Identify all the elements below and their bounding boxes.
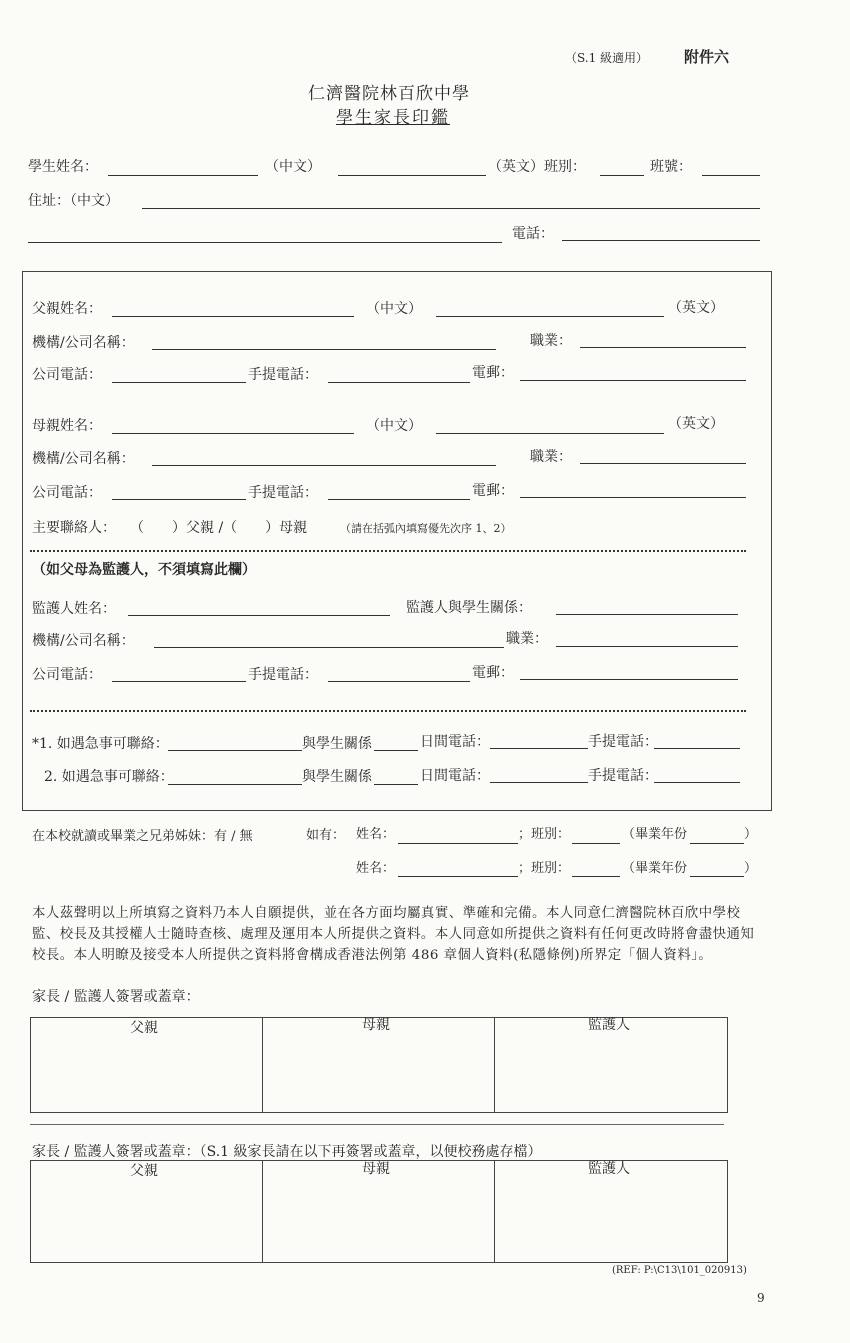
guardian-mobile-label: 手提電話： [248,667,318,683]
father-occupation-label: 職業： [530,333,572,349]
sibling-1-grad-field[interactable] [690,843,744,844]
student-chinese-label: （中文） [265,159,321,175]
mother-company-label: 機構/公司名稱： [32,451,135,467]
father-mobile-label: 手提電話： [248,367,318,383]
mother-english-label: （英文） [668,416,724,432]
student-phone-label: 電話： [512,226,554,242]
emergency-1-label: *1. 如遇急事可聯絡： [32,736,169,752]
guardian-relation-field[interactable] [556,614,738,615]
father-company-label: 機構/公司名稱： [32,335,135,351]
mother-email-label: 電郵： [472,483,514,499]
mother-company-field[interactable] [152,465,496,466]
emergency-2-name-field[interactable] [168,784,302,785]
sibling-2-class-label: ；班別： [518,861,571,876]
mother-email-field[interactable] [520,497,746,498]
school-name: 仁濟醫院林百欣中學 [308,84,470,104]
main-contact-options[interactable]: （ ）父親 /（ ）母親 [130,520,308,536]
applicability-note: （S.1 級適用） [565,51,649,65]
emergency-1-name-field[interactable] [168,750,302,751]
page-number: 9 [757,1291,765,1305]
signature-2-father-header: 父親 [130,1163,158,1179]
mother-office-phone-label: 公司電話： [32,485,102,501]
father-name-english-field[interactable] [436,316,664,317]
signature-1-mother-cell[interactable] [263,1040,493,1110]
main-contact-note: （請在括弧內填寫優先次序 1、2） [340,522,512,535]
signature-2-father-cell[interactable] [31,1184,261,1260]
reference-code: (REF: P:\C13\101_020913) [612,1265,747,1276]
signature-2-guardian-header: 監護人 [588,1161,630,1177]
father-email-label: 電郵： [472,365,514,381]
mother-office-phone-field[interactable] [112,499,246,500]
emergency-1-mobile-label: 手提電話： [588,734,658,750]
sibling-2-name-field[interactable] [398,876,518,877]
separator-line [30,1124,724,1125]
father-occupation-field[interactable] [580,347,746,348]
guardian-name-label: 監護人姓名： [32,601,116,617]
father-chinese-label: （中文） [366,301,422,317]
emergency-2-mobile-label: 手提電話： [588,768,658,784]
emergency-2-day-phone-label: 日間電話： [420,768,490,784]
father-mobile-field[interactable] [328,382,470,383]
guardian-name-field[interactable] [128,615,390,616]
divider-2 [30,710,746,712]
mother-mobile-field[interactable] [328,499,470,500]
father-office-phone-field[interactable] [112,382,246,383]
guardian-office-phone-field[interactable] [112,681,246,682]
guardian-relation-label: 監護人與學生關係： [406,600,532,616]
sibling-2-name-label: 姓名： [356,861,396,876]
siblings-if-yes: 如有： [306,828,346,843]
father-name-label: 父親姓名： [32,301,102,317]
sibling-1-close-paren: ） [744,827,758,842]
student-name-label: 學生姓名： [28,159,98,175]
sibling-2-class-field[interactable] [572,876,620,877]
signature-2-title: 家長 / 監護人簽署或蓋章：（S.1 級家長請在以下再簽署或蓋章，以便校務處存檔） [32,1144,542,1160]
student-name-english-field[interactable] [338,175,486,176]
student-class-no-label: 班號： [650,159,692,175]
guardian-company-label: 機構/公司名稱： [32,633,135,649]
emergency-1-mobile-field[interactable] [654,748,740,749]
mother-chinese-label: （中文） [366,418,422,434]
sibling-2-grad-label: （畢業年份 [622,861,688,876]
mother-occupation-label: 職業： [530,449,572,465]
emergency-1-relation-label: 與學生關係 [302,736,372,752]
signature-2-mother-cell[interactable] [263,1184,493,1260]
student-phone-field[interactable] [562,240,760,241]
sibling-1-name-field[interactable] [398,843,518,844]
sibling-2-grad-field[interactable] [690,876,744,877]
address-field-line1[interactable] [142,208,760,209]
guardian-mobile-field[interactable] [328,681,470,682]
main-contact-label: 主要聯絡人： [32,520,116,536]
sibling-1-grad-label: （畢業年份 [622,827,688,842]
signature-2-guardian-cell[interactable] [495,1184,725,1260]
student-name-chinese-field[interactable] [108,175,258,176]
emergency-2-mobile-field[interactable] [654,782,740,783]
declaration-text: 本人茲聲明以上所填寫之資料乃本人自願提供，並在各方面均屬真實、準確和完備。本人同意仁濟醫院林百欣中學校監、校長及其授權人士隨時查核、處理及運用本人所提供之資料。本人同意如所提供之資料有任何更改時將會盡快通知校長。本人明瞭及接受本人所提供之資料將會構成香港法例第 486 章個人資料(私隱條例)所界定「個人資料」。 [32,906,755,963]
guardian-occupation-field[interactable] [556,646,738,647]
parent-info-box [22,271,772,811]
guardian-email-field[interactable] [520,679,738,680]
mother-name-label: 母親姓名： [32,418,102,434]
annex-label: 附件六 [684,48,730,66]
signature-2-mother-header: 母親 [362,1161,390,1177]
father-office-phone-label: 公司電話： [32,367,102,383]
signature-1-mother-header: 母親 [362,1017,390,1033]
signature-1-father-header: 父親 [130,1020,158,1036]
mother-occupation-field[interactable] [580,463,746,464]
student-class-no-field[interactable] [702,175,760,176]
signature-1-guardian-cell[interactable] [495,1040,725,1110]
emergency-2-label: 2. 如遇急事可聯絡： [44,769,174,785]
guardian-company-field[interactable] [154,647,504,648]
address-label: 住址：（中文） [28,193,119,209]
father-email-field[interactable] [520,380,746,381]
sibling-1-class-field[interactable] [572,843,620,844]
emergency-2-relation-field[interactable] [374,784,418,785]
student-class-field[interactable] [600,175,644,176]
divider-1 [30,550,746,552]
signature-1-title: 家長 / 監護人簽署或蓋章： [32,989,200,1005]
father-name-chinese-field[interactable] [112,316,354,317]
emergency-1-relation-field[interactable] [374,750,418,751]
guardian-occupation-label: 職業： [506,631,548,647]
mother-name-english-field[interactable] [436,433,664,434]
form-title: 學生家長印鑑 [336,108,450,128]
signature-1-father-cell[interactable] [31,1040,261,1110]
guardian-office-phone-label: 公司電話： [32,667,102,683]
emergency-2-day-phone-field[interactable] [490,782,588,783]
student-english-class-label: （英文）班別： [488,159,586,175]
mother-name-chinese-field[interactable] [112,433,354,434]
emergency-2-relation-label: 與學生關係 [302,769,372,785]
emergency-1-day-phone-label: 日間電話： [420,734,490,750]
emergency-1-day-phone-field[interactable] [490,748,588,749]
sibling-1-name-label: 姓名： [356,827,396,842]
signature-1-guardian-header: 監護人 [588,1017,630,1033]
father-english-label: （英文） [668,300,724,316]
guardian-note: （如父母為監護人，不須填寫此欄） [32,562,256,578]
siblings-question[interactable]: 在本校就讀或畢業之兄弟姊妹：有 / 無 [32,829,253,844]
sibling-2-close-paren: ） [744,861,758,876]
address-field-line2[interactable] [28,242,502,243]
guardian-email-label: 電郵： [472,665,514,681]
sibling-1-class-label: ；班別： [518,827,571,842]
father-company-field[interactable] [152,349,496,350]
mother-mobile-label: 手提電話： [248,485,318,501]
